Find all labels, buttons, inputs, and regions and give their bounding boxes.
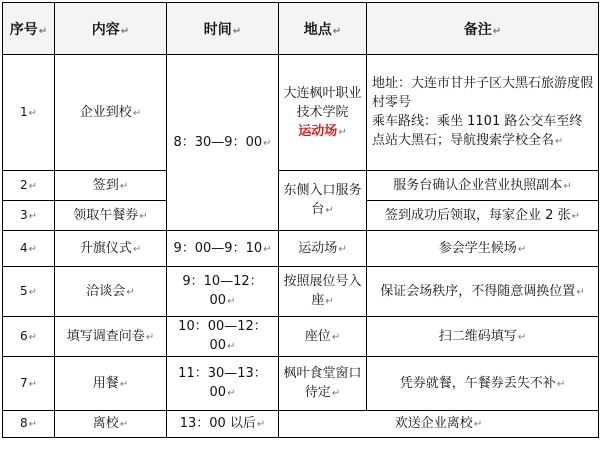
- row-number: 5↵: [3, 267, 55, 317]
- row-location: 大连枫叶职业技术学院 运动场↵: [279, 55, 367, 171]
- row-note: 保证会场秩序，不得随意调换位置↵: [367, 267, 599, 317]
- row-number: 1↵: [3, 55, 55, 171]
- header-no: 序号↵: [3, 3, 55, 55]
- row-note: 扫二维码填写↵: [367, 317, 599, 357]
- row-content: 洽谈会↵: [55, 267, 167, 317]
- header-time: 时间↵: [167, 3, 279, 55]
- row-content: 领取午餐券↵: [55, 201, 167, 231]
- row-number: 6↵: [3, 317, 55, 357]
- table-row: [3, 171, 599, 201]
- row-content: 企业到校↵: [55, 55, 167, 171]
- row-content: 签到↵: [55, 171, 167, 201]
- row-location: 枫叶食堂窗口待定↵: [279, 357, 367, 411]
- row-note: [367, 55, 599, 171]
- row-time: 13：00 以后↵: [167, 411, 279, 438]
- row-note: 参会学生候场↵: [367, 231, 599, 267]
- row-location: 座位↵: [279, 317, 367, 357]
- schedule-sheet: [2, 2, 598, 452]
- table-row: [3, 357, 599, 411]
- table-row: [3, 267, 599, 317]
- row-content: 离校↵: [55, 411, 167, 438]
- header-row: [3, 3, 599, 55]
- row-note-merged: 欢送企业离校↵: [279, 411, 599, 438]
- row-note: 凭券就餐，午餐券丢失不补↵: [367, 357, 599, 411]
- row-location: 按照展位号入座↵: [279, 267, 367, 317]
- row-content: 升旗仪式↵: [55, 231, 167, 267]
- row-note: 签到成功后领取，每家企业 2 张↵: [367, 201, 599, 231]
- table-row: [3, 317, 599, 357]
- table-row: [3, 231, 599, 267]
- row-number: 3↵: [3, 201, 55, 231]
- row-time-shared: 8：30—9：00↵: [167, 55, 279, 231]
- header-note: 备注↵: [367, 3, 599, 55]
- table-row: [3, 55, 599, 171]
- row-content: 填写调查问卷↵: [55, 317, 167, 357]
- row-number: 8↵: [3, 411, 55, 438]
- row-location: 运动场↵: [279, 231, 367, 267]
- note-address: 地址：大连市甘井子区大黑石旅游度假村零号: [372, 76, 594, 110]
- note-route: 乘车路线：乘坐 1101 路公交车至终点站大黑石；导航搜索学校全名↵: [372, 114, 583, 148]
- header-content: 内容↵: [55, 3, 167, 55]
- location-highlight: 运动场: [298, 123, 338, 139]
- location-text: 大连枫叶职业技术学院: [283, 85, 362, 120]
- row-number: 7↵: [3, 357, 55, 411]
- row-number: 2↵: [3, 171, 55, 201]
- row-time: 10：00—12：00↵: [167, 317, 279, 357]
- row-number: 4↵: [3, 231, 55, 267]
- table-row: [3, 411, 599, 438]
- header-location: 地点↵: [279, 3, 367, 55]
- row-note: 服务台确认企业营业执照副本↵: [367, 171, 599, 201]
- row-time: 9：00—9：10↵: [167, 231, 279, 267]
- row-location-shared: 东侧入口服务台↵: [279, 171, 367, 231]
- schedule-table: [2, 2, 599, 438]
- row-time: 9：10—12：00↵: [167, 267, 279, 317]
- row-content: 用餐↵: [55, 357, 167, 411]
- row-time: 11：30—13：00↵: [167, 357, 279, 411]
